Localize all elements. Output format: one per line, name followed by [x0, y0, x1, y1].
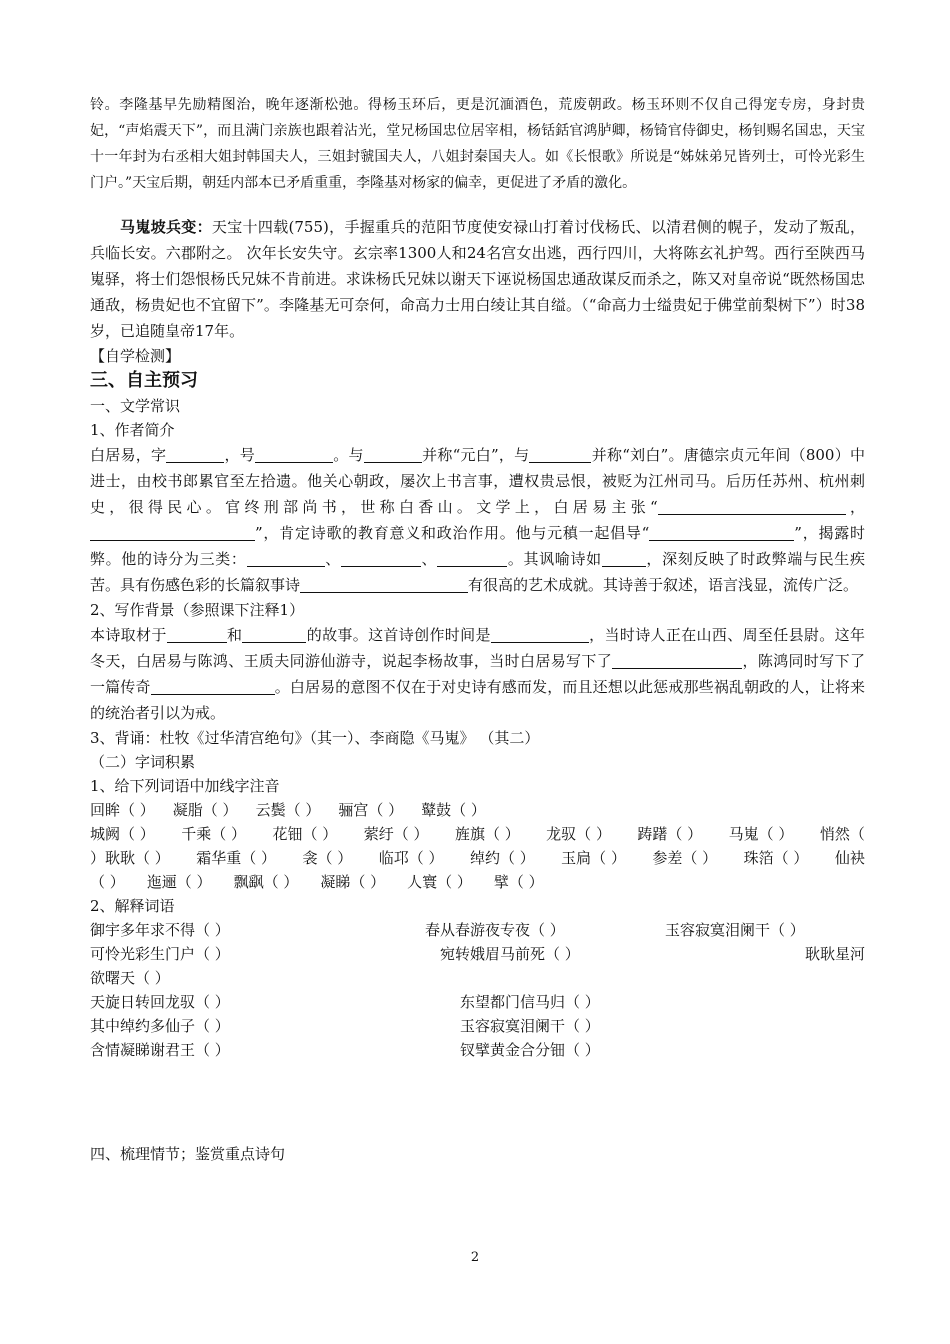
blank-poem[interactable]: [612, 652, 742, 669]
explain-item: 玉容寂寞泪阑干（ ）: [665, 921, 805, 939]
section-3-heading: 三、自主预习: [90, 370, 198, 391]
explain-item: 春从春游夜专夜（ ）: [425, 921, 565, 939]
pinyin-item: 龙驭（ ）: [546, 825, 611, 843]
pinyin-item: 旌旗（ ）: [454, 825, 520, 843]
author-intro-heading: 1、作者简介: [90, 421, 175, 439]
blank-source-2[interactable]: [242, 626, 306, 643]
page-number: 2: [470, 1250, 480, 1265]
pinyin-item: 绰约（ ）: [469, 849, 535, 867]
explain-item: 钗擘黄金合分钿（ ）: [460, 1041, 600, 1059]
pinyin-item: 花钿（ ）: [272, 825, 338, 843]
explain-row-2: [90, 942, 865, 966]
explain-row-1: [90, 918, 865, 942]
pinyin-item: 骊宫（ ）: [338, 801, 404, 819]
pinyin-row-1: [90, 798, 865, 822]
pinyin-item: ）耿耿（ ）: [90, 849, 170, 867]
pinyin-row-3: [90, 846, 865, 870]
pinyin-item: 迤逦（ ）: [146, 873, 212, 891]
pinyin-item: 千乘（ ）: [181, 825, 247, 843]
blank-type-2[interactable]: [341, 550, 421, 567]
pinyin-item: 霜华重（ ）: [196, 849, 277, 867]
author-paragraph: 白居易，字 ，号 。与 并称“元白”，与 并称“刘白”。唐德宗贞元年间（800）中进士，由校书郎累官至左拾遗。他关心朝政，屡次上书言事，遭权贵忌恨，被贬为江州司马。后历任苏州、杭州刺史，很得民心。官终刑部尚书，世称白香山。文学上，白居易主张“ ，”，肯定诗歌的教育意义和政治作用。他与元稹一起倡导“ ”，揭露时弊。他的诗分为三类： 、 、 。其讽喻诗如 ，深刻反映了时政弊端与民生疾苦。具有伤感色彩的长篇叙事诗 有很高的艺术成就。其诗善于叙述，语言浅显，流传广泛。: [90, 446, 865, 594]
blank-date[interactable]: [491, 626, 589, 643]
self-check-heading: 【自学检测】: [90, 347, 181, 365]
pinyin-item: 珠箔（ ）: [743, 849, 809, 867]
pinyin-item: （ ）: [90, 873, 125, 891]
blank-legend[interactable]: [151, 678, 275, 695]
pinyin-item: 凝睇（ ）: [320, 873, 386, 891]
section-4-heading: 四、梳理情节；鉴赏重点诗句: [90, 1145, 286, 1163]
pinyin-row-2: [90, 822, 865, 846]
explain-heading: 2、解释词语: [90, 897, 175, 915]
vocab-heading: （二）字词积累: [90, 753, 196, 771]
explain-row-6: [90, 1038, 865, 1062]
explain-row-5: [90, 1014, 865, 1038]
literary-knowledge-heading: 一、文学常识: [90, 397, 181, 415]
explain-item: 含情凝睇谢君王（ ）: [90, 1041, 230, 1059]
pinyin-item: 衾（ ）: [302, 849, 353, 867]
blank-narrative[interactable]: [300, 576, 468, 593]
pinyin-item: 城阙（ ）: [90, 825, 155, 843]
history-paragraph-2: [90, 214, 865, 344]
pinyin-item: 擘（ ）: [493, 873, 544, 891]
blank-yuan[interactable]: [364, 446, 422, 463]
explain-item: 耿耿星河: [804, 945, 865, 963]
blank-zi[interactable]: [166, 446, 224, 463]
background-paragraph: 本诗取材于 和 的故事。这首诗创作时间是 ，当时诗人正在山西、周至任县尉。这年冬天，白居易与陈鸿、王质夫同游仙游寺，说起李杨故事，当时白居易写下了 ，陈鸿同时写下了一篇传奇 。白居易的意图不仅在于对史诗有感而发，而且还想以此惩戒那些祸乱朝政的人，让将来的统治者引以为戒。: [90, 626, 865, 722]
history-paragraph-1: 铃。李隆基早先励精图治，晚年逐渐松弛。得杨玉环后，更是沉湎酒色，荒废朝政。杨玉环则不仅自己得宠专房，身封贵妃，“声焰震天下”，而且满门亲族也跟着沾光，堂兄杨国忠位居宰相，杨铦銛官鸿胪卿，杨锜官侍御史，杨钊赐名国忠，天宝十一年封为右丞相大姐封韩国夫人，三姐封虢国夫人，八姐封秦国夫人。如《长恨歌》所说是“姊妹弟兄皆列士，可怜光彩生门户。”天宝后期，朝廷内部本已矛盾重重，李隆基对杨家的偏幸，更促进了矛盾的激化。: [90, 97, 865, 191]
blank-claim-2[interactable]: [90, 524, 255, 541]
explain-row-3: [90, 966, 865, 990]
pinyin-item: 玉扃（ ）: [561, 849, 626, 867]
document-page: [90, 92, 865, 1166]
blank-satire[interactable]: [602, 550, 646, 567]
explain-item: 可怜光彩生门户（ ）: [90, 945, 230, 963]
pinyin-item: 人寰（ ）: [407, 873, 472, 891]
explain-item: 东望都门信马归（ ）: [460, 993, 600, 1011]
explain-item: 宛转娥眉马前死（ ）: [440, 945, 580, 963]
explain-row-4: [90, 990, 865, 1014]
explain-item: 天旋日转回龙驭（ ）: [90, 993, 230, 1011]
pinyin-item: 云鬓（ ）: [255, 801, 321, 819]
pinyin-item: 踌躇（ ）: [637, 825, 703, 843]
blank-liu[interactable]: [529, 446, 591, 463]
pinyin-item: 凝脂（ ）: [172, 801, 238, 819]
pinyin-item: 鼙鼓（ ）: [421, 801, 486, 819]
explain-item: 其中绰约多仙子（ ）: [90, 1017, 230, 1035]
explain-item: 玉容寂寞泪阑干（ ）: [460, 1017, 600, 1035]
recite-line: 3、背诵：杜牧《过华清宫绝句》（其一）、李商隐《马嵬》 （其二）: [90, 729, 540, 747]
pinyin-item: 回眸（ ）: [90, 801, 155, 819]
pinyin-item: 临邛（ ）: [378, 849, 444, 867]
blank-type-1[interactable]: [247, 550, 325, 567]
pinyin-item: 飘飖（ ）: [233, 873, 299, 891]
background-heading: 2、写作背景（参照课下注释1）: [90, 601, 305, 619]
explain-item: 欲曙天（ ）: [90, 969, 170, 987]
blank-source-1[interactable]: [167, 626, 227, 643]
pinyin-item: 悄然（: [819, 825, 865, 843]
pinyin-item: 萦纡（ ）: [363, 825, 429, 843]
pinyin-item: 参差（ ）: [652, 849, 718, 867]
explain-item: 御宇多年求不得（ ）: [90, 921, 230, 939]
pinyin-row-4: [90, 870, 865, 894]
pinyin-heading: 1、给下列词语中加线字注音: [90, 777, 280, 795]
blank-hao[interactable]: [255, 446, 333, 463]
mawei-text: 天宝十四载(755)，手握重兵的范阳节度使安禄山打着讨伐杨氏、以清君侧的幌子，发动了叛乱，兵临长安。六郡附之。 次年长安失守。玄宗率1300人和24名宫女出逃，西行四川，大将陈玄礼护驾。西行至陕西马嵬驿，将士们怨恨杨氏兄妹不肯前进。求诛杨氏兄妹以谢天下诬说杨国忠通敌谋反而杀之，陈又对皇帝说“既然杨国忠通敌，杨贵妃也不宜留下”。李隆基无可奈何，命高力士用白绫让其自缢。（“命高力士缢贵妃于佛堂前梨树下”）时38岁，已追随皇帝17年。: [90, 218, 865, 340]
mawei-title: 马嵬坡兵变：: [120, 218, 212, 236]
blank-type-3[interactable]: [437, 550, 507, 567]
blank-claim-1[interactable]: [658, 498, 846, 515]
pinyin-item: 马嵬（ ）: [728, 825, 794, 843]
blank-movement[interactable]: [649, 524, 794, 541]
pinyin-item: 仙袂: [834, 849, 865, 867]
